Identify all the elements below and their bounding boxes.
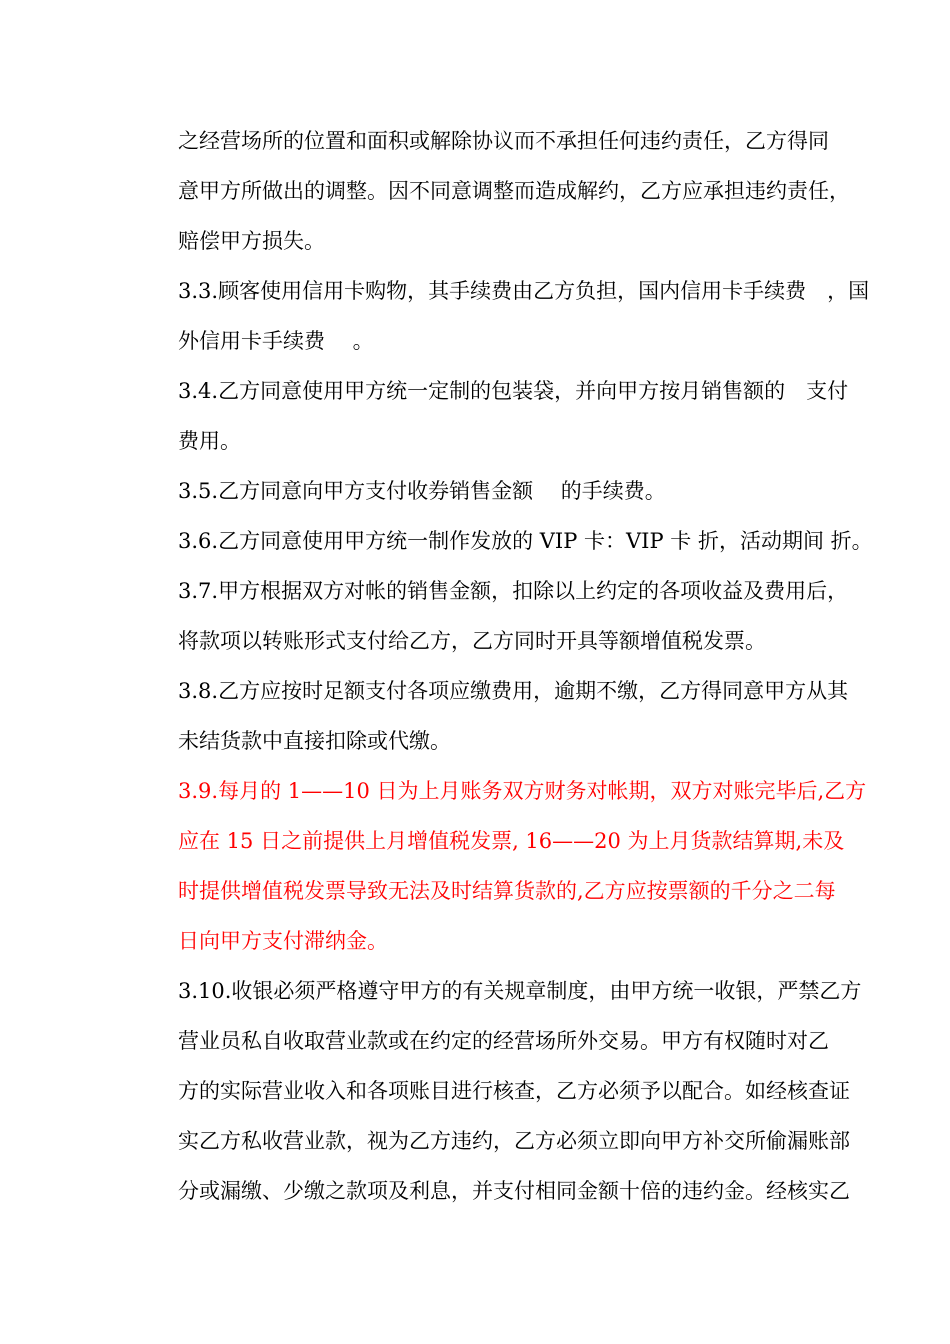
text-line: 日向甲方支付滞纳金。 xyxy=(178,929,388,953)
text-line: 3.8.乙方应按时足额支付各项应缴费用，逾期不缴，乙方得同意甲方从其 xyxy=(178,679,849,703)
clause-3-6 xyxy=(178,516,878,566)
clause-3-4 xyxy=(178,366,878,466)
text-line: 分或漏缴、少缴之款项及利息，并支付相同金额十倍的违约金。经核实乙 xyxy=(178,1179,850,1203)
text-line: 3.3.顾客使用信用卡购物，其手续费由乙方负担，国内信用卡手续费 ，国 xyxy=(178,279,870,303)
text-line: 外信用卡手续费 。 xyxy=(178,329,374,353)
text-line: 未结货款中直接扣除或代缴。 xyxy=(178,729,451,753)
text-line: 费用。 xyxy=(178,429,241,453)
clause-3-10 xyxy=(178,966,878,1216)
text-line: 方的实际营业收入和各项账目进行核查，乙方必须予以配合。如经核查证 xyxy=(178,1079,850,1103)
text-line: 营业员私自收取营业款或在约定的经营场所外交易。甲方有权随时对乙 xyxy=(178,1029,829,1053)
text-line: 将款项以转账形式支付给乙方，乙方同时开具等额增值税发票。 xyxy=(178,629,766,653)
text-line: 3.6.乙方同意使用甲方统一制作发放的 VIP 卡：VIP 卡 折，活动期间 折。 xyxy=(178,529,873,553)
text-line: 应在 15 日之前提供上月增值税发票, 16——20 为上月货款结算期,未及 xyxy=(178,829,845,853)
text-line: 之经营场所的位置和面积或解除协议而不承担任何违约责任，乙方得同 xyxy=(178,129,829,153)
text-line: 3.10.收银必须严格遵守甲方的有关规章制度，由甲方统一收银，严禁乙方 xyxy=(178,979,862,1003)
text-line: 3.7.甲方根据双方对帐的销售金额，扣除以上约定的各项收益及费用后， xyxy=(178,579,849,603)
document-body xyxy=(178,116,878,1216)
paragraph-continuation xyxy=(178,116,878,266)
text-line: 意甲方所做出的调整。因不同意调整而造成解约，乙方应承担违约责任， xyxy=(178,179,850,203)
text-line: 时提供增值税发票导致无法及时结算货款的,乙方应按票额的千分之二每 xyxy=(178,879,836,903)
text-line: 实乙方私收营业款，视为乙方违约，乙方必须立即向甲方补交所偷漏账部 xyxy=(178,1129,850,1153)
text-line: 3.5.乙方同意向甲方支付收券销售金额 的手续费。 xyxy=(178,479,666,503)
clause-3-5 xyxy=(178,466,878,516)
text-line: 3.9.每月的 1——10 日为上月账务双方财务对帐期，双方对账完毕后,乙方 xyxy=(178,779,867,803)
text-line: 3.4.乙方同意使用甲方统一定制的包装袋，并向甲方按月销售额的 支付 xyxy=(178,379,849,403)
clause-3-3 xyxy=(178,266,878,366)
text-line: 赔偿甲方损失。 xyxy=(178,229,325,253)
clause-3-8 xyxy=(178,666,878,766)
clause-3-7 xyxy=(178,566,878,666)
clause-3-9-highlighted xyxy=(178,766,878,966)
